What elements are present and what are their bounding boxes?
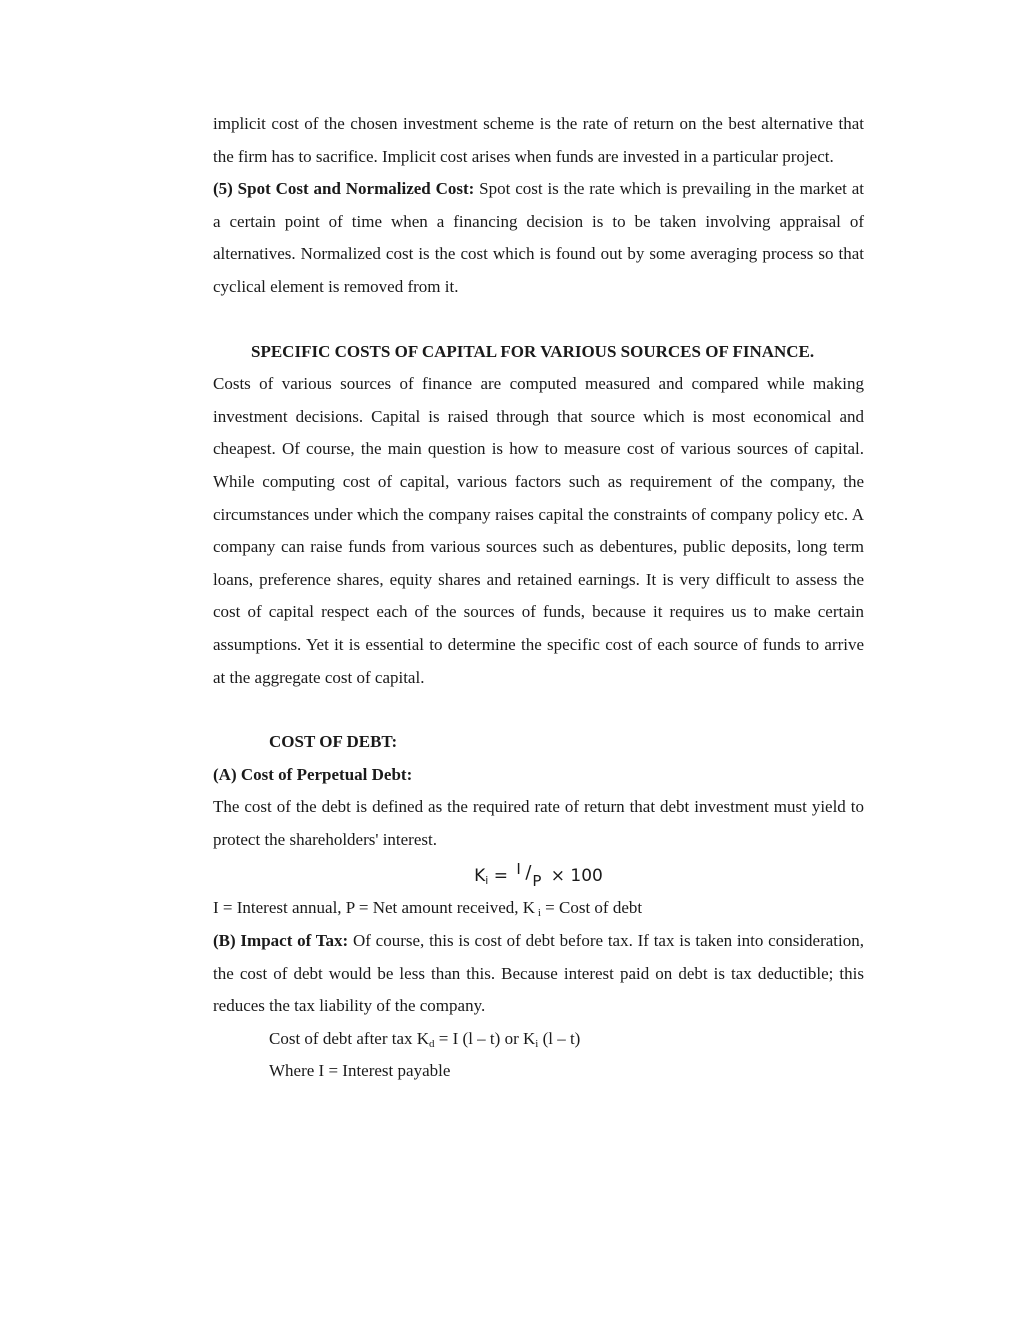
- after-tax-subscript-d: d: [429, 1037, 435, 1050]
- paragraph-impact-of-tax: [213, 925, 864, 1023]
- after-tax-text: Cost of debt after tax K: [269, 1028, 430, 1048]
- impact-of-tax-label: (B) Impact of Tax:: [213, 931, 349, 951]
- impact-of-tax-text: Of course, this is cost of debt before tax. If tax is taken into consideration, the cost of debt would be less than this. Because interest paid on debt is tax deductible; this reduces the tax liability of the company.: [213, 931, 864, 1016]
- formula-numerator: I: [516, 860, 521, 879]
- spacer: [213, 694, 864, 726]
- formula-slash: /: [525, 862, 532, 884]
- after-tax-formula: [213, 1023, 864, 1056]
- spot-cost-label: (5) Spot Cost and Normalized Cost:: [213, 179, 475, 199]
- legend-text-end: = Cost of debt: [540, 898, 643, 918]
- heading-cost-of-debt: COST OF DEBT:: [269, 732, 398, 752]
- formula-k: K: [474, 866, 486, 887]
- spacer: [213, 304, 864, 336]
- paragraph-specific-costs: Costs of various sources of finance are computed measured and compared while making investment decisions. Capital is raised through that source which is most economical and cheapest. Of course, the main question is how to measure cost of various sources of capital. While computing cost of capital, various factors such as requirement of the company, the circumstances under which the company raises capital the constraints of company policy etc. A company can raise funds from various sources such as debentures, public deposits, long term loans, preference shares, equity shares and retained earnings. It is very difficult to assess the cost of capital respect each of the sources of funds, because it requires us to make certain assumptions. Yet it is essential to determine the specific cost of each source of funds to arrive at the aggregate cost of capital.: [213, 374, 864, 687]
- legend-text: I = Interest annual, P = Net amount received, K: [213, 898, 536, 918]
- spot-cost-text: Spot cost is the rate which is prevailing in the market at a certain point of time when a financing decision is to be taken involving appraisal of alternatives. Normalized cost is the cost which is found out by some averaging process so that cyclical element is removed from it.: [213, 179, 864, 296]
- after-tax-text-mid: = I (l – t) or K: [434, 1028, 536, 1048]
- legend-subscript: i: [535, 907, 541, 920]
- cost-of-debt-formula: [213, 860, 864, 892]
- paragraph-perpetual-debt: The cost of the debt is defined as the required rate of return that debt investment must yield to protect the shareholders' interest.: [213, 797, 864, 849]
- after-tax-text-end: (l – t): [538, 1028, 581, 1048]
- formula-equals: =: [488, 866, 514, 887]
- where-line: Where I = Interest payable: [269, 1061, 451, 1081]
- after-tax-subscript-i: i: [535, 1037, 539, 1050]
- formula-fraction: [513, 860, 545, 891]
- formula-k-subscript: i: [485, 874, 489, 888]
- heading-specific-costs: SPECIFIC COSTS OF CAPITAL FOR VARIOUS SOURCES OF FINANCE.: [251, 341, 815, 361]
- formula-denominator: P: [532, 872, 542, 891]
- formula-times-100: × 100: [550, 866, 603, 887]
- document-page: [213, 108, 864, 1088]
- paragraph-spot-cost: [213, 173, 864, 303]
- heading-perpetual-debt: (A) Cost of Perpetual Debt:: [213, 764, 413, 784]
- paragraph-implicit-cost: implicit cost of the chosen investment scheme is the rate of return on the best alternative that the firm has to sacrifice. Implicit cost arises when funds are invested in a particular project.: [213, 114, 864, 166]
